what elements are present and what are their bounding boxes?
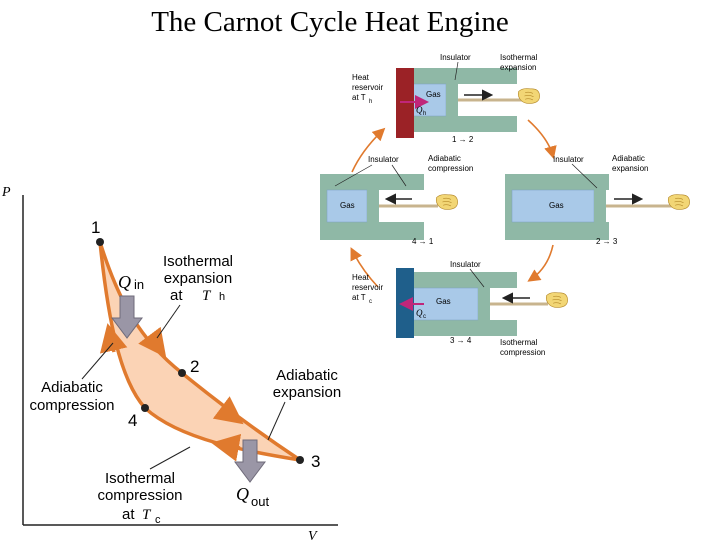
gas-label: Gas [549, 201, 564, 210]
point-label-1: 1 [91, 218, 101, 237]
piston [594, 190, 606, 222]
gas-label: Gas [340, 201, 355, 210]
piston [367, 190, 379, 222]
point-label-4: 4 [128, 411, 138, 430]
svg-text:c: c [423, 314, 426, 320]
q-in-subscript: in [134, 277, 145, 292]
p-axis-label: P [2, 185, 11, 200]
v-axis-label: V [308, 529, 317, 540]
engine-schematic [320, 53, 690, 357]
step-label: 2 → 3 [596, 237, 618, 246]
svg-text:reservoir: reservoir [352, 283, 384, 292]
svg-text:h: h [219, 291, 226, 303]
page-title: The Carnot Cycle Heat Engine [151, 6, 509, 38]
svg-text:h: h [369, 99, 373, 105]
svg-text:expansion: expansion [612, 164, 649, 173]
svg-text:h: h [423, 111, 427, 117]
insulator-label: Insulator [368, 155, 399, 164]
svg-text:Adiabatic: Adiabatic [612, 154, 645, 163]
svg-text:at: at [170, 287, 183, 304]
svg-text:compression: compression [500, 348, 546, 357]
svg-text:expansion: expansion [500, 63, 537, 72]
state-point-1 [96, 238, 104, 246]
svg-text:T: T [202, 288, 211, 304]
q-h-label: Q [416, 105, 423, 115]
cycle-arrow-right-bottom [530, 245, 553, 280]
svg-text:c: c [369, 299, 372, 305]
state-point-4 [141, 404, 149, 412]
svg-text:compression: compression [428, 164, 474, 173]
label-adiabatic-expansion [268, 367, 341, 440]
point-label-3: 3 [311, 452, 321, 471]
piston [446, 84, 458, 116]
state-point-3 [296, 456, 304, 464]
svg-text:Adiabatic: Adiabatic [276, 367, 338, 384]
step-label: 1 → 2 [452, 135, 474, 144]
svg-text:compression: compression [97, 487, 183, 504]
svg-text:Heat: Heat [352, 273, 369, 282]
svg-text:expansion: expansion [163, 270, 233, 287]
stage-top [352, 53, 540, 144]
svg-text:at T: at T [352, 93, 366, 102]
svg-text:T: T [142, 507, 151, 523]
svg-text:expansion: expansion [272, 384, 342, 401]
q-out-symbol: Q [236, 484, 249, 504]
svg-text:Adiabatic: Adiabatic [41, 379, 103, 396]
pv-diagram [1, 185, 341, 540]
label-adiabatic-compression [29, 343, 114, 414]
svg-text:at: at [122, 506, 135, 523]
hand-icon [668, 195, 689, 210]
label-isothermal-expansion [157, 253, 233, 338]
gas-label: Gas [426, 90, 441, 99]
state-point-2 [178, 369, 186, 377]
point-label-2: 2 [190, 357, 200, 376]
svg-text:Adiabatic: Adiabatic [428, 154, 461, 163]
label-isothermal-compression [97, 447, 190, 526]
insulator-label: Insulator [553, 155, 584, 164]
svg-text:Isothermal: Isothermal [500, 338, 538, 347]
cycle-arrow-top-right [528, 120, 553, 156]
svg-text:Isothermal: Isothermal [500, 53, 538, 62]
svg-text:Heat: Heat [352, 73, 369, 82]
insulator-label: Insulator [440, 53, 471, 62]
stage-left [320, 154, 473, 246]
q-c-label: Q [416, 308, 423, 318]
q-out-subscript: out [251, 494, 270, 509]
stage-right [505, 154, 690, 246]
svg-text:c: c [155, 514, 161, 526]
cycle-arrow-left-top [352, 130, 383, 172]
piston [478, 288, 490, 320]
step-label: 4 → 1 [412, 237, 434, 246]
insulator-label: Insulator [450, 260, 481, 269]
svg-text:compression: compression [29, 397, 115, 414]
hand-icon [518, 89, 539, 104]
stage-bottom [352, 260, 568, 357]
svg-text:Isothermal: Isothermal [104, 470, 176, 487]
svg-text:reservoir: reservoir [352, 83, 384, 92]
svg-text:Isothermal: Isothermal [162, 253, 234, 270]
hand-icon [546, 293, 567, 308]
step-label: 3 → 4 [450, 336, 472, 345]
q-in-symbol: Q [118, 272, 131, 292]
svg-text:at T: at T [352, 293, 366, 302]
hand-icon [436, 195, 457, 210]
gas-label: Gas [436, 297, 451, 306]
